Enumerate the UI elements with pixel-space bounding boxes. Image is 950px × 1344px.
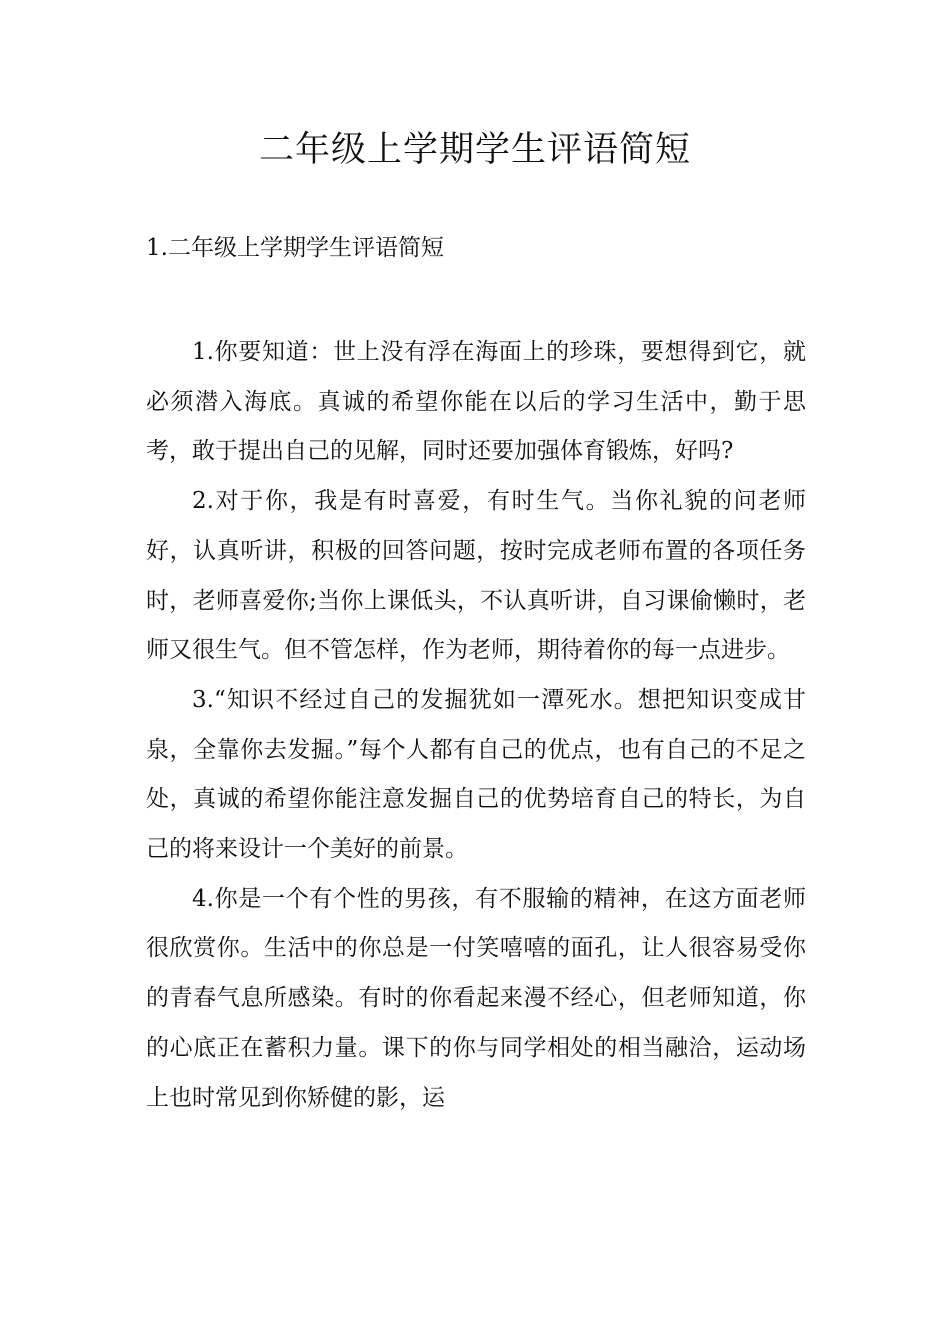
comment-paragraph-1: 1.你要知道：世上没有浮在海面上的珍珠，要想得到它，就必须潜入海底。真诚的希望你能在以后的学习生活中，勤于思考，敢于提出自己的见解，同时还要加强体育锻炼，好吗? xyxy=(146,339,806,465)
section-heading: 1.二年级上学期学生评语简短 xyxy=(146,235,444,261)
comment-paragraph-3: 3.“知识不经过自己的发掘犹如一潭死水。想把知识变成甘泉，全靠你去发掘。”每个人都有自己的优点，也有自己的不足之处，真诚的希望你能注意发掘自己的优势培育自己的特长，为自己的将来设计一个美好的前景。 xyxy=(146,686,806,863)
comment-paragraph-4: 4.你是一个有个性的男孩，有不服输的精神，在这方面老师很欣赏你。生活中的你总是一付笑嘻嘻的面孔，让人很容易受你的青春气息所感染。有时的你看起来漫不经心，但老师知道，你的心底正在蓄积力量。课下的你与同学相处的相当融洽，运动场上也时常见到你矫健的影，运 xyxy=(146,885,806,1111)
document-body xyxy=(146,328,806,1123)
document-title: 二年级上学期学生评语简短 xyxy=(258,130,691,170)
comment-paragraph-2: 2.对于你，我是有时喜爱，有时生气。当你礼貌的问老师好，认真听讲，积极的回答问题，按时完成老师布置的各项任务时，老师喜爱你;当你上课低头，不认真听讲，自习课偷懒时，老师又很生气。但不管怎样，作为老师，期待着你的每一点进步。 xyxy=(146,488,806,664)
